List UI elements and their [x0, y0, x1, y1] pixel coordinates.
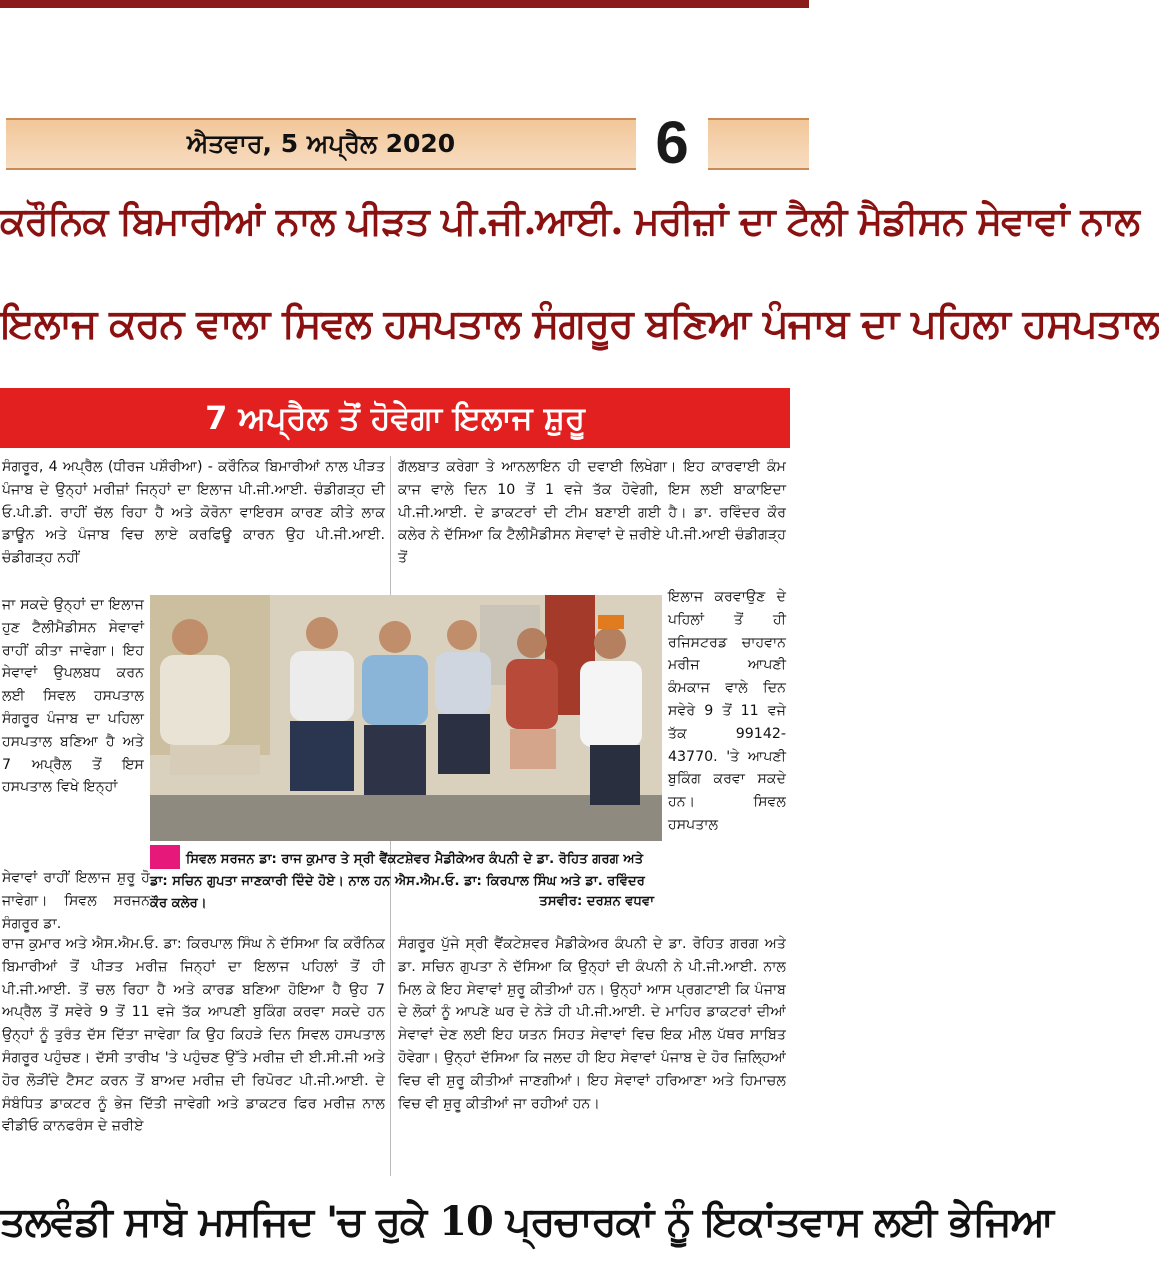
headline-line-2: ਇਲਾਜ ਕਰਨ ਵਾਲਾ ਸਿਵਲ ਹਸਪਤਾਲ ਸੰਗਰੂਰ ਬਣਿਆ ਪੰਜਾਬ ਦਾ ਪਹਿਲਾ ਹਸਪਤਾਲ	[0, 300, 1159, 347]
article-text: ਗੱਲਬਾਤ ਕਰੇਗਾ ਤੇ ਆਨਲਾਇਨ ਹੀ ਦਵਾਈ ਲਿਖੇਗਾ। ਇਹ ਕਾਰਵਾਈ ਕੰਮ ਕਾਜ ਵਾਲੇ ਦਿਨ 10 ਤੋਂ 1 ਵਜੇ ਤੱਕ ਹੋਵੇਗੀ, ਇਸ ਲਈ ਬਾਕਾਇਦਾ ਪੀ.ਜੀ.ਆਈ. ਦੇ ਡਾਕਟਰਾਂ ਦੀ ਟੀਮ ਬਣਾਈ ਗਈ ਹੈ। ਡਾ. ਰਵਿੰਦਰ ਕੌਰ ਕਲੇਰ ਨੇ ਦੱਸਿਆ ਕਿ ਟੈਲੀਮੈਡੀਸਨ ਸੇਵਾਵਾਂ ਦੇ ਜ਼ਰੀਏ ਪੀ.ਜੀ.ਆਈ ਚੰਡੀਗੜ੍ਹ ਤੋਂ	[398, 459, 786, 567]
subhead-band	[0, 388, 790, 448]
article-col2-top	[398, 456, 786, 570]
date-band	[6, 118, 636, 170]
article-text: ਸੰਗਰੂਰ, 4 ਅਪ੍ਰੈਲ (ਧੀਰਜ ਪਸ਼ੌਰੀਆ) - ਕਰੌਨਿਕ ਬਿਮਾਰੀਆਂ ਨਾਲ ਪੀੜਤ ਪੰਜਾਬ ਦੇ ਉਨ੍ਹਾਂ ਮਰੀਜ਼ਾਂ ਜਿਨ੍ਹਾਂ ਦਾ ਇਲਾਜ ਪੀ.ਜੀ.ਆਈ. ਚੰਡੀਗੜ੍ਹ ਦੀ ਓ.ਪੀ.ਡੀ. ਰਾਹੀਂ ਚੱਲ ਰਿਹਾ ਹੈ ਅਤੇ ਕੋਰੋਨਾ ਵਾਇਰਸ ਕਾਰਣ ਕੀਤੇ ਲਾਕ ਡਾਊਨ ਅਤੇ ਪੰਜਾਬ ਵਿਚ ਲਾਏ ਕਰਫਿਊ ਕਾਰਨ ਉਹ ਪੀ.ਜੀ.ਆਈ. ਚੰਡੀਗੜ੍ਹ ਨਹੀਂ	[2, 459, 385, 567]
article-col1-narrow-2	[2, 867, 150, 935]
article-text: ਸੰਗਰੂਰ ਪੁੱਜੇ ਸ੍ਰੀ ਵੈਂਕਟੇਸ਼ਵਰ ਮੈਡੀਕੇਅਰ ਕੰਪਨੀ ਦੇ ਡਾ. ਰੋਹਿਤ ਗਰਗ ਅਤੇ ਡਾ. ਸਚਿਨ ਗੁਪਤਾ ਨੇ ਦੱਸਿਆ ਕਿ ਉਨ੍ਹਾਂ ਦੀ ਕੰਪਨੀ ਨੇ ਪੀ.ਜੀ.ਆਈ. ਨਾਲ ਮਿਲ ਕੇ ਇਹ ਸੇਵਾਵਾਂ ਸ਼ੁਰੂ ਕੀਤੀਆਂ ਹਨ। ਉਨ੍ਹਾਂ ਆਸ ਪ੍ਰਗਟਾਈ ਕਿ ਪੰਜਾਬ ਦੇ ਲੋਕਾਂ ਨੂੰ ਆਪਣੇ ਘਰ ਦੇ ਨੇੜੇ ਹੀ ਪੀ.ਜੀ.ਆਈ. ਦੇ ਮਾਹਿਰ ਡਾਕਟਰਾਂ ਦੀਆਂ ਸੇਵਾਵਾਂ ਦੇਣ ਲਈ ਇਹ ਯਤਨ ਸਿਹਤ ਸੇਵਾਵਾਂ ਵਿਚ ਇਕ ਮੀਲ ਪੱਥਰ ਸਾਬਿਤ ਹੋਵੇਗਾ। ਉਨ੍ਹਾਂ ਦੱਸਿਆ ਕਿ ਜਲਦ ਹੀ ਇਹ ਸੇਵਾਵਾਂ ਪੰਜਾਬ ਦੇ ਹੋਰ ਜ਼ਿਲ੍ਹਿਆਂ ਵਿਚ ਵੀ ਸ਼ੁਰੂ ਕੀਤੀਆਂ ਜਾਣਗੀਆਂ। ਇਹ ਸੇਵਾਵਾਂ ਹਰਿਆਣਾ ਅਤੇ ਹਿਮਾਚਲ ਵਿਚ ਵੀ ਸ਼ੁਰੂ ਕੀਤੀਆਂ ਜਾ ਰਹੀਆਂ ਹਨ।	[398, 936, 786, 1112]
subhead: 7 ਅਪ੍ਰੈਲ ਤੋਂ ਹੋਵੇਗਾ ਇਲਾਜ ਸ਼ੁਰੂ	[205, 398, 585, 437]
photo-illustration	[150, 595, 662, 841]
date-band-right	[708, 118, 809, 170]
issue-date: ਐਤਵਾਰ, 5 ਅਪ੍ਰੈਲ 2020	[186, 129, 456, 158]
next-headline: ਤਲਵੰਡੀ ਸਾਬੋ ਮਸਜਿਦ 'ਚ ਰੁਕੇ 10 ਪ੍ਰਚਾਰਕਾਂ ਨੂੰ ਇਕਾਂਤਵਾਸ ਲਈ ਭੇਜਿਆ	[0, 1198, 1054, 1245]
photo-caption	[150, 845, 662, 917]
article-col2-narrow	[668, 586, 786, 837]
article-text: ਰਾਜ ਕੁਮਾਰ ਅਤੇ ਐਸ.ਐਮ.ਓ. ਡਾ: ਕਿਰਪਾਲ ਸਿੰਘ ਨੇ ਦੱਸਿਆ ਕਿ ਕਰੌਨਿਕ ਬਿਮਾਰੀਆਂ ਤੋਂ ਪੀੜਤ ਮਰੀਜ਼ ਜਿਨ੍ਹਾਂ ਦਾ ਇਲਾਜ ਪਹਿਲਾਂ ਤੋਂ ਹੀ ਪੀ.ਜੀ.ਆਈ. ਤੋਂ ਚਲ ਰਿਹਾ ਹੈ ਅਤੇ ਕਾਰਡ ਬਣਿਆ ਹੋਇਆ ਹੈ ਉਹ 7 ਅਪ੍ਰੈਲ ਤੋਂ ਸਵੇਰੇ 9 ਤੋਂ 11 ਵਜੇ ਤੱਕ ਆਪਣੀ ਬੁਕਿੰਗ ਕਰਵਾ ਸਕਦੇ ਹਨ ਉਨ੍ਹਾਂ ਨੂੰ ਤੁਰੰਤ ਦੱਸ ਦਿੱਤਾ ਜਾਵੇਗਾ ਕਿ ਉਹ ਕਿਹੜੇ ਦਿਨ ਸਿਵਲ ਹਸਪਤਾਲ ਸੰਗਰੂਰ ਪਹੁੰਚਣ। ਦੱਸੀ ਤਾਰੀਖ 'ਤੇ ਪਹੁੰਚਣ ਉੱਤੇ ਮਰੀਜ਼ ਦੀ ਈ.ਸੀ.ਜੀ ਅਤੇ ਹੋਰ ਲੋੜੀਂਦੇ ਟੈਸਟ ਕਰਨ ਤੋਂ ਬਾਅਦ ਮਰੀਜ਼ ਦੀ ਰਿਪੋਰਟ ਪੀ.ਜੀ.ਆਈ. ਦੇ ਸੰਬੰਧਿਤ ਡਾਕਟਰ ਨੂੰ ਭੇਜ ਦਿੱਤੀ ਜਾਵੇਗੀ ਅਤੇ ਡਾਕਟਰ ਫਿਰ ਮਰੀਜ਼ ਨਾਲ ਵੀਡੀਓ ਕਾਨਫਰੰਸ ਦੇ ਜ਼ਰੀਏ	[2, 936, 385, 1135]
article-text: ਜਾ ਸਕਦੇ ਉਨ੍ਹਾਂ ਦਾ ਇਲਾਜ ਹੁਣ ਟੈਲੀਮੈਡੀਸਨ ਸੇਵਾਵਾਂ ਰਾਹੀਂ ਕੀਤਾ ਜਾਵੇਗਾ। ਇਹ ਸੇਵਾਵਾਂ ਉਪਲਬਧ ਕਰਨ ਲਈ ਸਿਵਲ ਹਸਪਤਾਲ ਸੰਗਰੂਰ ਪੰਜਾਬ ਦਾ ਪਹਿਲਾ ਹਸਪਤਾਲ ਬਣਿਆ ਹੈ ਅਤੇ 7 ਅਪ੍ਰੈਲ ਤੋਂ ਇਸ ਹਸਪਤਾਲ ਵਿਖੇ ਇਨ੍ਹਾਂ	[2, 597, 144, 796]
article-col1-bottom	[2, 933, 385, 1138]
article-col1-narrow	[2, 594, 144, 799]
caption-text: ਸਿਵਲ ਸਰਜਨ ਡਾ: ਰਾਜ ਕੁਮਾਰ ਤੇ ਸ੍ਰੀ ਵੈਂਕਟਸ਼ੇਵਰ ਮੈਡੀਕੇਅਰ ਕੰਪਨੀ ਦੇ ਡਾ. ਰੋਹਿਤ ਗਰਗ ਅਤੇ ਡਾ: ਸਚਿਨ ਗੁਪਤਾ ਜਾਣਕਾਰੀ ਦਿੰਦੇ ਹੋਏ। ਨਾਲ ਹਨ ਐਸ.ਐਮ.ਓ. ਡਾ: ਕਿਰਪਾਲ ਸਿੰਘ ਅਤੇ ਡਾ. ਰਵਿੰਦਰ ਕੌਰ ਕਲੇਰ।	[150, 852, 645, 911]
headline-line-1: ਕਰੌਨਿਕ ਬਿਮਾਰੀਆਂ ਨਾਲ ਪੀੜਤ ਪੀ.ਜੀ.ਆਈ. ਮਰੀਜ਼ਾਂ ਦਾ ਟੈਲੀ ਮੈਡੀਸਨ ਸੇਵਾਵਾਂ ਨਾਲ	[0, 198, 1139, 243]
article-text: ਸੇਵਾਵਾਂ ਰਾਹੀਂ ਇਲਾਜ ਸ਼ੁਰੂ ਹੋ ਜਾਵੇਗਾ। ਸਿਵਲ ਸਰਜਨ ਸੰਗਰੂਰ ਡਾ.	[2, 870, 150, 932]
news-photo	[150, 595, 662, 841]
photo-credit: ਤਸਵੀਰ: ਦਰਸ਼ਨ ਵਧਵਾ	[539, 894, 654, 909]
article-col1-top	[2, 456, 385, 570]
article-col2-bottom	[398, 933, 786, 1115]
top-border	[0, 0, 809, 8]
article-text: ਇਲਾਜ ਕਰਵਾਉਣ ਦੇ ਪਹਿਲਾਂ ਤੋਂ ਹੀ ਰਜਿਸਟਰਡ ਚਾਹਵਾਨ ਮਰੀਜ ਆਪਣੀ ਕੰਮਕਾਜ ਵਾਲੇ ਦਿਨ ਸਵੇਰੇ 9 ਤੋਂ 11 ਵਜੇ ਤੱਕ 99142-43770. 'ਤੇ ਆਪਣੀ ਬੁਕਿੰਗ ਕਰਵਾ ਸਕਦੇ ਹਨ। ਸਿਵਲ ਹਸਪਤਾਲ	[668, 589, 786, 833]
page-number: 6	[655, 109, 689, 176]
caption-marker	[150, 845, 180, 869]
